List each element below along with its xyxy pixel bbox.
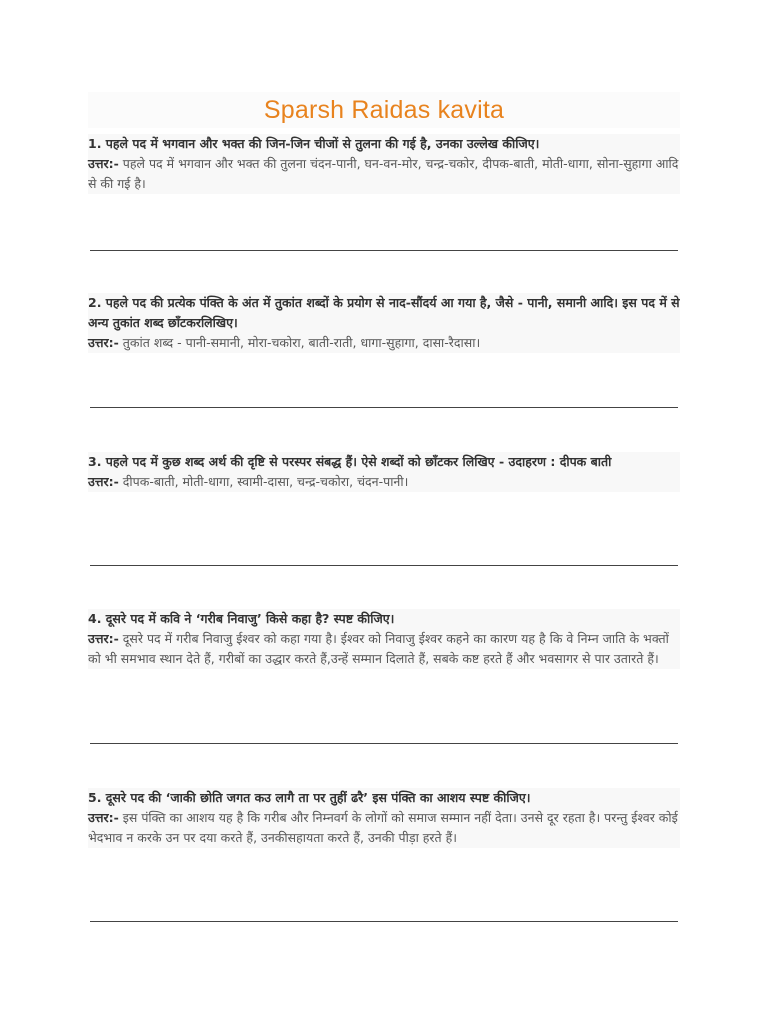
answer-label: उत्तर:- [88, 810, 119, 825]
answer-line [90, 743, 678, 744]
answer-body: दूसरे पद में गरीब निवाजु ईश्वर को कहा गया है। ईश्वर को निवाजु ईश्वर कहने का कारण यह है कि वे निम्न जाति के भक्तों को भी समभाव स्थान देते हैं, गरीबों का उद्धार करते हैं,उन्हें सम्मान दिलाते हैं, सबके कष्ट हरते हैं और भवसागर से पार उतारते हैं। [88, 631, 669, 666]
qa-block-1 [88, 134, 680, 194]
answer-text [88, 808, 680, 848]
question-text: 2. पहले पद की प्रत्येक पंक्ति के अंत में तुकांत शब्दों के प्रयोग से नाद-सौंदर्य आ गया है, जैसे - पानी, समानी आदि। इस पद में से अन्य तुकांत शब्द छाँटकरलिखिए। [88, 295, 680, 330]
answer-body: पहले पद में भगवान और भक्त की तुलना चंदन-पानी, घन-वन-मोर, चन्द्र-चकोर, दीपक-बाती, मोती-धागा, सोना-सुहागा आदि से की गई है। [88, 156, 679, 191]
answer-text [88, 333, 680, 353]
qa-block-5 [88, 788, 680, 848]
answer-body: तुकांत शब्द - पानी-समानी, मोरा-चकोरा, बाती-राती, धागा-सुहागा, दासा-रैदासा। [118, 335, 481, 350]
answer-body: इस पंक्ति का आशय यह है कि गरीब और निम्नवर्ग के लोगों को समाज सम्मान नहीं देता। उनसे दूर रहता है। परन्तु ईश्वर कोई भेदभाव न करके उन पर दया करते हैं, उनकीसहायता करते हैं, उनकी पीड़ा हरते हैं। [88, 810, 678, 845]
question-text: 4. दूसरे पद में कवि ने ‘गरीब निवाजु’ किसे कहा है? स्पष्ट कीजिए। [88, 611, 395, 626]
page-title: Sparsh Raidas kavita [88, 92, 680, 128]
question-text: 5. दूसरे पद की ‘जाकी छोति जगत कउ लागै ता पर तुहीं ढरै’ इस पंक्ति का आशय स्पष्ट कीजिए। [88, 790, 531, 805]
qa-block-2 [88, 293, 680, 353]
answer-text [88, 629, 680, 669]
answer-body: दीपक-बाती, मोती-धागा, स्वामी-दासा, चन्द्र-चकोरा, चंदन-पानी। [118, 474, 409, 489]
answer-line [90, 250, 678, 251]
answer-line [90, 565, 678, 566]
answer-text [88, 472, 680, 492]
question-text: 1. पहले पद में भगवान और भक्त की जिन-जिन चीजों से तुलना की गई है, उनका उल्लेख कीजिए। [88, 136, 540, 151]
answer-label: उत्तर:- [88, 335, 119, 350]
answer-line [90, 407, 678, 408]
answer-label: उत्तर:- [88, 631, 119, 646]
answer-label: उत्तर:- [88, 474, 119, 489]
answer-label: उत्तर:- [88, 156, 119, 171]
answer-text [88, 154, 680, 194]
qa-block-4 [88, 609, 680, 669]
qa-block-3 [88, 452, 680, 492]
question-text: 3. पहले पद में कुछ शब्द अर्थ की दृष्टि से परस्पर संबद्ध हैं। ऐसे शब्दों को छाँटकर लिखिए - उदाहरण : दीपक बाती [88, 454, 612, 469]
answer-line [90, 921, 678, 922]
